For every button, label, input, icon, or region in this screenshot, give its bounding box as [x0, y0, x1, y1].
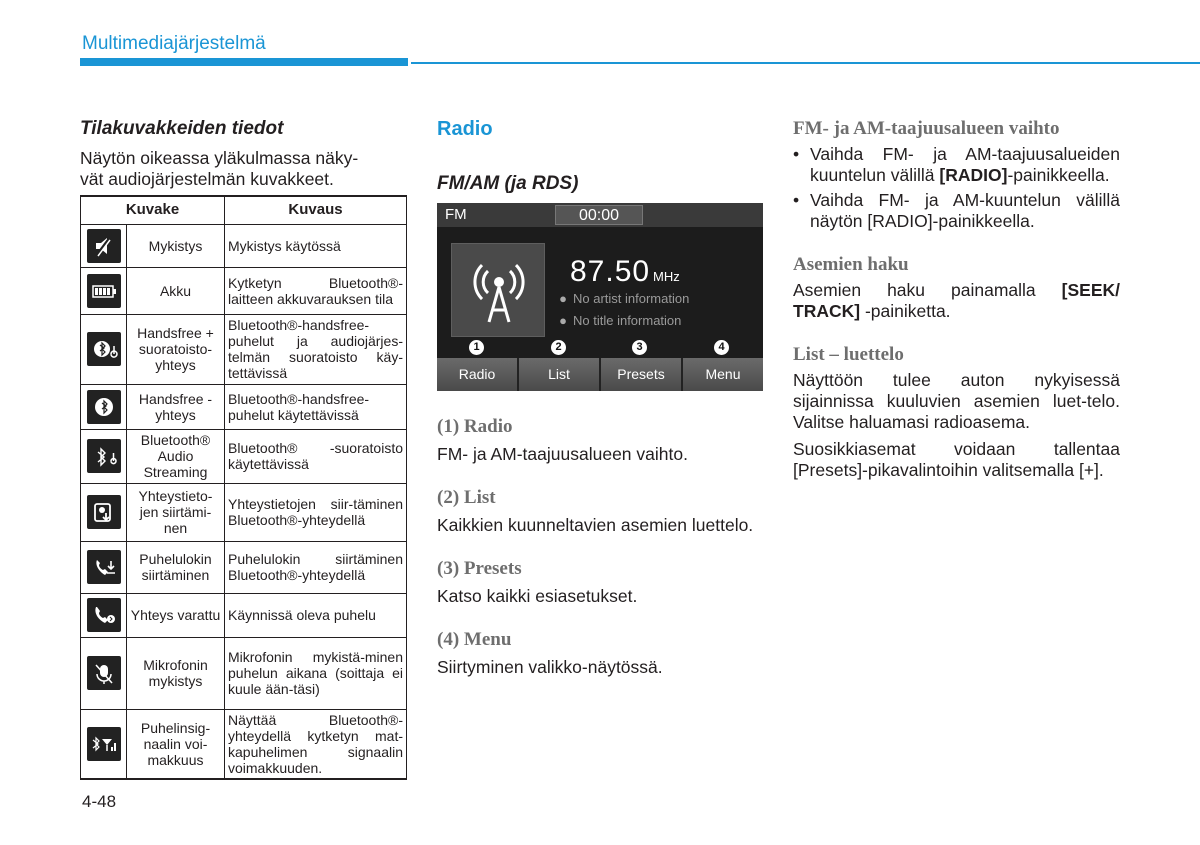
middle-column: [437, 118, 764, 195]
item-text: Kaikkien kuunneltavien asemien luettelo.: [437, 515, 754, 535]
right-column: [793, 118, 1120, 487]
table-row: [81, 541, 407, 593]
icon-name: Puhelulokin siirtäminen: [127, 541, 225, 593]
icon-name: Handsfree + suoratoisto-yhteys: [127, 314, 225, 384]
status-icons-title: Tilakuvakkeiden tiedot: [80, 118, 284, 139]
icon-description: Yhteystietojen siir-täminen Bluetooth®-yhteydellä: [225, 483, 407, 541]
page-number: 4-48: [82, 792, 117, 811]
list-item: [437, 558, 764, 607]
table-row: [81, 593, 407, 637]
table-row: [81, 267, 407, 314]
callout-number: 2: [551, 340, 566, 355]
fmam-subtitle: FM/AM (ja RDS): [437, 173, 579, 194]
list-item: [437, 629, 764, 678]
band-switch-heading: FM- ja AM-taajuusalueen vaihto: [793, 118, 1060, 139]
table-row: [81, 709, 407, 779]
screen-artist: No artist information: [573, 291, 690, 306]
icon-description: Käynnissä oleva puhelu: [225, 593, 407, 637]
icon-name: Handsfree -yhteys: [127, 384, 225, 429]
icon-description: Näyttää Bluetooth®-yhteydellä kytketyn mat-kapuhelimen signaalin voimakkuuden.: [225, 709, 407, 779]
status-icons-table: [80, 195, 407, 780]
icon-description: Bluetooth®-handsfree-puhelut ja audiojärjes-telmän suoratoisto käy-tettävissä: [225, 314, 407, 384]
screen-menu-button[interactable]: Menu: [683, 358, 763, 391]
header-bar-accent: [80, 58, 408, 66]
list-item: [437, 416, 764, 465]
callout-number: 3: [632, 340, 647, 355]
screen-frequency: 87.50: [570, 255, 651, 288]
icon-description: Puhelulokin siirtäminen Bluetooth®-yhteydellä: [225, 541, 407, 593]
table-row: [81, 314, 407, 384]
icon-description: Bluetooth® -suoratoisto käytettävissä: [225, 429, 407, 483]
seek-text: Asemien haku painamalla [SEEK/ TRACK] -painiketta.: [793, 280, 1120, 321]
item-heading: (2) List: [437, 487, 496, 508]
table-header-row: [81, 196, 407, 224]
table-row: [81, 429, 407, 483]
mute-icon: [87, 229, 121, 263]
item-heading: (3) Presets: [437, 558, 522, 579]
callout-number: 4: [714, 340, 729, 355]
seek-heading: Asemien haku: [793, 254, 909, 275]
list-item: [437, 487, 764, 536]
radio-screen-illustration: [437, 203, 763, 391]
list-text: Näyttöön tulee auton nykyisessä sijainnissa kuuluvien asemien luet-telo. Valitse haluamasi radioasema.: [793, 370, 1120, 432]
icon-name: Yhteys varattu: [127, 593, 225, 637]
bluetooth-audio-icon: [87, 439, 121, 473]
item-heading: (1) Radio: [437, 416, 513, 437]
icon-description: Bluetooth®-handsfree-puhelut käytettävissä: [225, 384, 407, 429]
mic-mute-icon: [87, 656, 121, 690]
screen-title: No title information: [573, 313, 682, 328]
icon-name: Puhelinsig-naalin voi-makkuus: [127, 709, 225, 779]
battery-icon: [87, 274, 121, 308]
table-row: [81, 637, 407, 709]
item-heading: (4) Menu: [437, 629, 512, 650]
icon-name: [127, 429, 225, 483]
screen-artist-row: [557, 291, 689, 306]
handsfree-audio-icon: [87, 332, 121, 366]
presets-text: Suosikkiasemat voidaan tallentaa [Presets]-pikavalintoihin valitsemalla [+].: [793, 439, 1120, 480]
list-item: • Vaihda FM- ja AM-taajuusalueiden kuuntelun välillä [RADIO]-painikkeella.: [793, 144, 1120, 186]
icon-description: Mikrofonin mykistä-minen puhelun aikana (soittaja ei kuule ään-täsi): [225, 637, 407, 709]
table-row: [81, 224, 407, 267]
screen-presets-button[interactable]: Presets: [601, 358, 683, 391]
icon-description: Mykistys käytössä: [225, 224, 407, 267]
screen-band-label: FM: [445, 206, 467, 223]
music-note-icon: ●: [559, 313, 567, 328]
col-header-icon: Kuvake: [81, 196, 225, 224]
bluetooth-audio-label: Bluetooth® Audio Streaming: [140, 432, 211, 480]
button-descriptions: [437, 416, 764, 700]
icon-name: Akku: [127, 267, 225, 314]
signal-strength-icon: [87, 727, 121, 761]
contacts-download-icon: [87, 495, 121, 529]
intro-line-1: Näytön oikeassa yläkulmassa näky-: [80, 148, 359, 168]
left-column: [80, 118, 408, 190]
antenna-icon: [451, 243, 545, 337]
icon-name: Yhteystieto-jen siirtämi-nen: [127, 483, 225, 541]
call-log-download-icon: [87, 550, 121, 584]
list-heading: List – luettelo: [793, 344, 904, 365]
header-rule: [411, 62, 1200, 64]
intro-line-2: vät audiojärjestelmän kuvakkeet.: [80, 169, 334, 189]
status-icons-intro: [80, 148, 408, 190]
table-row: [81, 483, 407, 541]
handsfree-icon: [87, 390, 121, 424]
item-text: Siirtyminen valikko-näytössä.: [437, 657, 663, 677]
screen-frequency-unit: MHz: [653, 269, 680, 284]
seek-section: [793, 254, 1120, 322]
screen-title-row: [557, 313, 681, 328]
call-busy-icon: [87, 598, 121, 632]
icon-name: Mikrofonin mykistys: [127, 637, 225, 709]
list-section: [793, 344, 1120, 481]
screen-clock: 00:00: [555, 205, 643, 225]
chapter-title: Multimediajärjestelmä: [82, 33, 266, 54]
screen-list-button[interactable]: List: [519, 358, 601, 391]
person-icon: ●: [559, 291, 567, 306]
list-item: • Vaihda FM- ja AM-kuuntelun välillä näytön [RADIO]-painikkeella.: [793, 190, 1120, 232]
callout-number: 1: [469, 340, 484, 355]
radio-section-title: Radio: [437, 118, 493, 140]
icon-description: Kytketyn Bluetooth®-laitteen akkuvarauksen tila: [225, 267, 407, 314]
band-switch-list: [793, 144, 1120, 232]
item-text: FM- ja AM-taajuusalueen vaihto.: [437, 444, 688, 464]
col-header-description: Kuvaus: [225, 196, 407, 224]
table-row: [81, 384, 407, 429]
icon-name: Mykistys: [127, 224, 225, 267]
screen-button-bar: [437, 358, 763, 391]
item-text: Katso kaikki esiasetukset.: [437, 586, 638, 606]
screen-radio-button[interactable]: Radio: [437, 358, 519, 391]
